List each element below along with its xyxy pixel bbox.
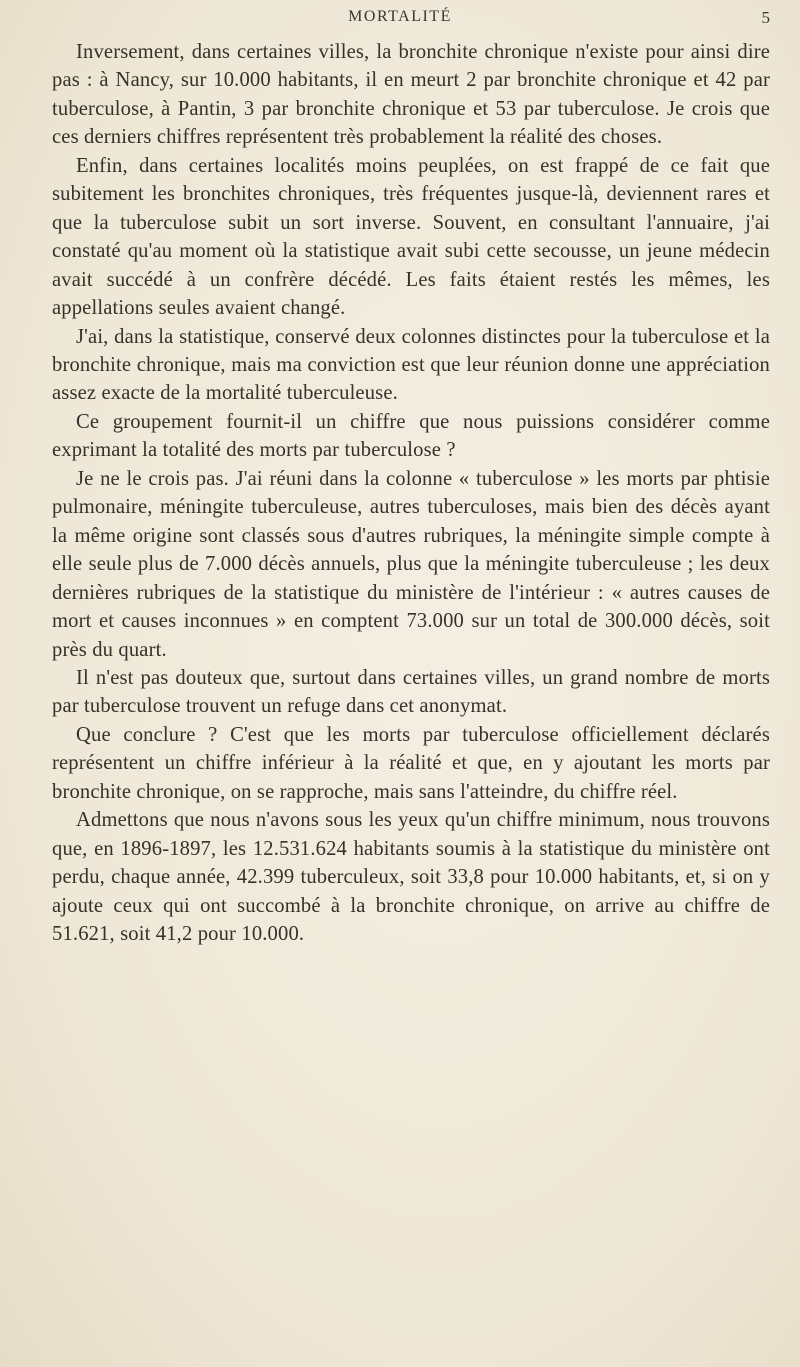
paragraph: Que conclure ? C'est que les morts par tuberculose officiellement déclarés représentent un chiffre inférieur à la réalité et que, en y ajoutant les morts par bronchite chronique, on se rapproche, mais sans l'atteindre, du chiffre réel. — [52, 723, 770, 803]
paragraph: Inversement, dans certaines villes, la bronchite chronique n'existe pour ainsi dire pas : à Nancy, sur 10.000 habitants, il en meurt 2 par bronchite chronique et 42 par tuberculose, à Pantin, 3 par bronchite chronique et 53 par tuberculose. Je crois que ces derniers chiffres représentent très probablement la réalité des choses. — [52, 41, 770, 149]
paragraph: Enfin, dans certaines localités moins peuplées, on est frappé de ce fait que subitement les bronchites chroniques, très fréquentes jusque-là, deviennent rares et que la tuberculose subit un sort inverse. Souvent, en consultant l'annuaire, j'ai constaté qu'au moment où la statistique avait subi cette secousse, un jeune médecin avait succédé à un confrère décédé. Les faits étaient restés les mêmes, les appellations seules avaient changé. — [52, 154, 770, 320]
paragraph: J'ai, dans la statistique, conservé deux colonnes distinctes pour la tuberculose et la bronchite chronique, mais ma conviction est que leur réunion donne une appréciation assez exacte de la mortalité tuberculeuse. — [52, 325, 770, 405]
paragraph: Admettons que nous n'avons sous les yeux qu'un chiffre minimum, nous trouvons que, en 1896-1897, les 12.531.624 habitants soumis à la statistique du ministère ont perdu, chaque année, 42.399 tuberculeux, soit 33,8 pour 10.000 habitants, et, si on y ajoute ceux qui ont succombé à la bronchite chronique, on arrive au chiffre de 51.621, soit 41,2 pour 10.000. — [52, 809, 770, 946]
paragraph: Je ne le crois pas. J'ai réuni dans la colonne « tuberculose » les morts par phtisie pulmonaire, méningite tuberculeuse, autres tuberculoses, mais bien des décès ayant la même origine sont classés sous d'autres rubriques, la méningite simple compte à elle seule plus de 7.000 décès annuels, plus que la méningite tuberculeuse ; les deux dernières rubriques de la statistique du ministère de l'intérieur : « autres causes de mort et causes inconnues » en comptent 73.000 sur un total de 300.000 décès, soit près du quart. — [52, 467, 770, 661]
paragraph: Ce groupement fournit-il un chiffre que nous puissions considérer comme exprimant la totalité des morts par tuberculose ? — [52, 410, 770, 462]
running-title: MORTALITÉ — [348, 8, 452, 25]
page-number: 5 — [761, 8, 770, 27]
page-header — [0, 8, 800, 32]
body-text — [52, 38, 770, 949]
paragraph: Il n'est pas douteux que, surtout dans certaines villes, un grand nombre de morts par tuberculose trouvent un refuge dans cet anonymat. — [52, 666, 770, 718]
